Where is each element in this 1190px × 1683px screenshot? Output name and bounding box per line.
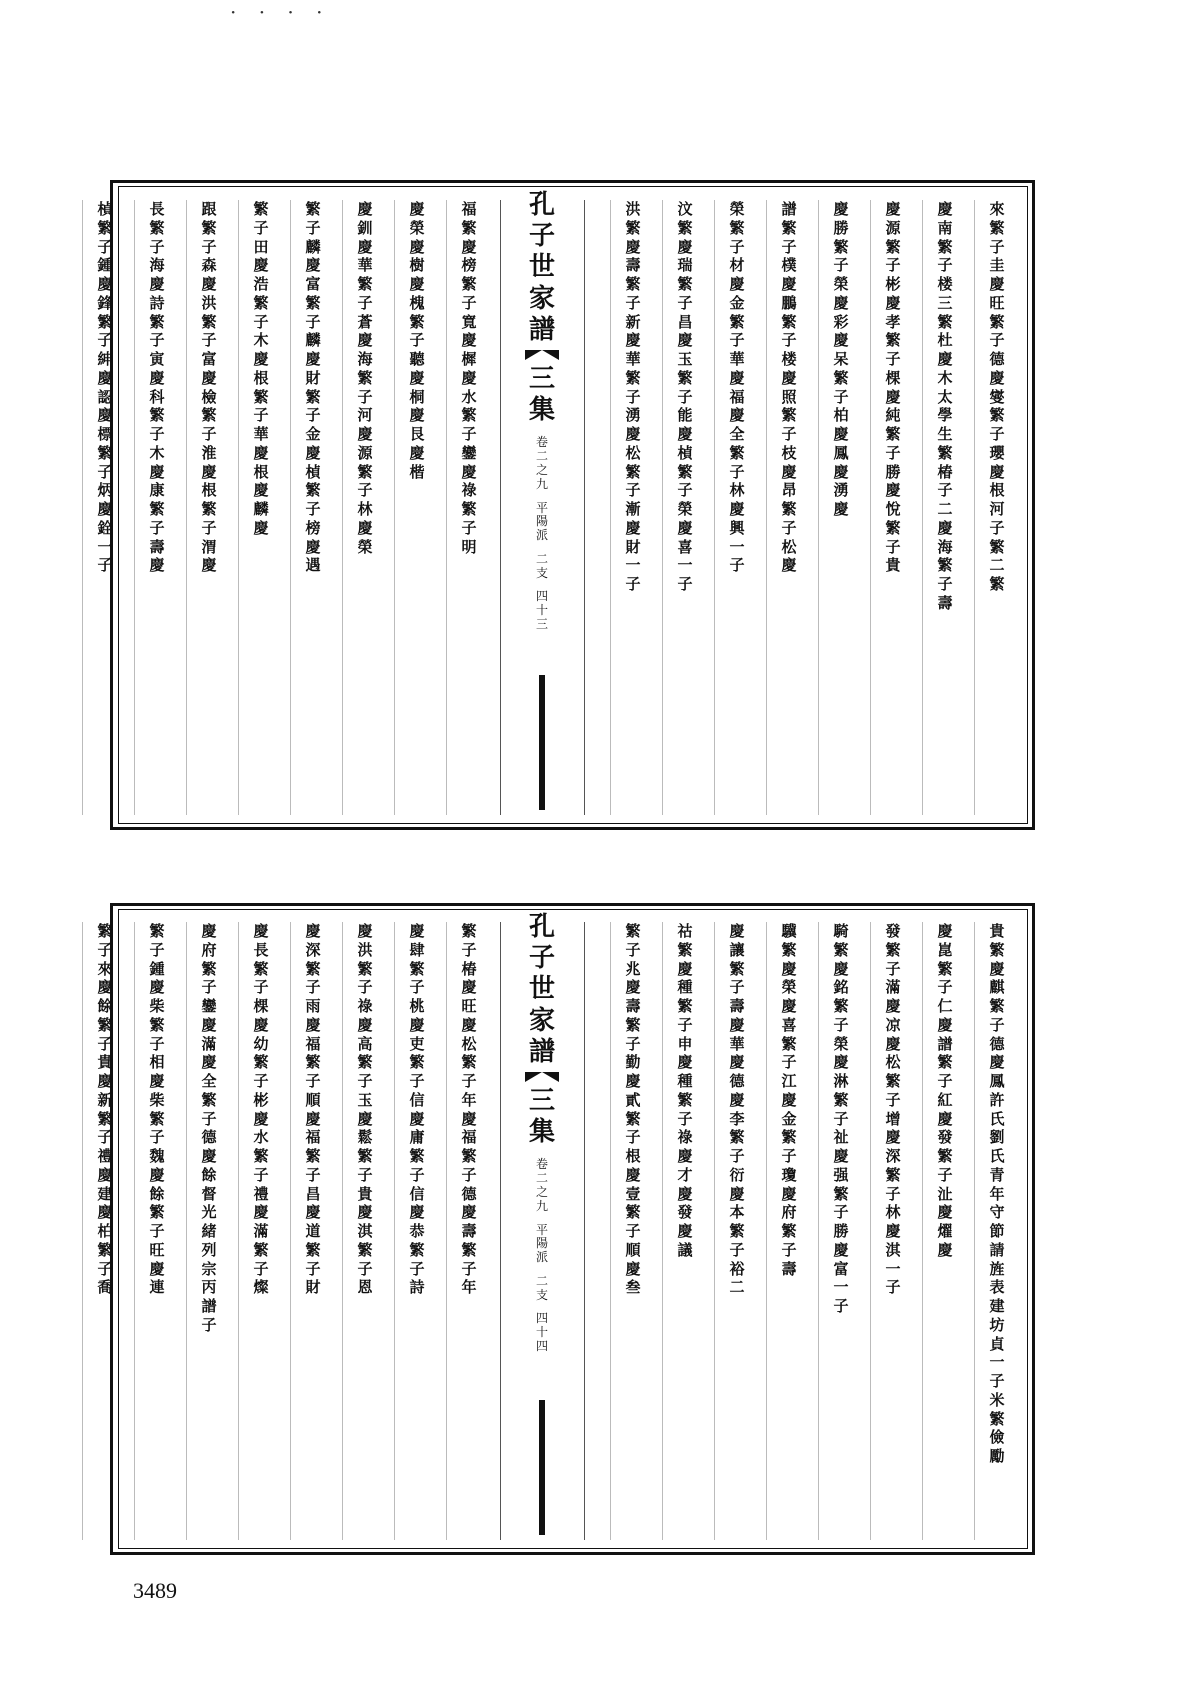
top-right-column: 慶 南 繁 子 楼 三 繁 杜 慶 木 太 學 生 繁 椿 子 二 慶 海 繁 子 壽 <box>937 200 959 612</box>
bottom-left-column: 繁 子 來 慶 餘 繁 子 貴 慶 新 繁 子 禮 慶 建 慶 柏 繁 子 喬 <box>97 922 119 1297</box>
top-right-column: 榮 繁 子 材 慶 金 繁 子 華 慶 福 慶 全 繁 子 林 慶 興 一 子 <box>729 200 751 575</box>
bottom-column-rule <box>238 922 239 1540</box>
top-right-column: 慶 勝 繁 子 榮 慶 彩 慶 呆 繁 子 柏 慶 鳳 慶 湧 慶 <box>833 200 855 518</box>
bottom-left-column: 繁 子 椿 慶 旺 慶 松 繁 子 年 慶 福 繁 子 德 慶 壽 繁 子 年 <box>461 922 483 1297</box>
top-left-column: 跟 繁 子 森 慶 洪 繁 子 富 慶 檢 繁 子 淮 慶 根 繁 子 渭 慶 <box>201 200 223 575</box>
bottom-right-column: 祜 繁 慶 種 繁 子 申 慶 種 繁 子 祿 慶 才 慶 發 慶 議 <box>677 922 699 1259</box>
bottom-column-rule <box>446 922 447 1540</box>
scan-header-fragment: · · · · <box>230 0 331 24</box>
bottom-column-rule <box>134 922 135 1540</box>
top-right-column: 慶 源 繁 子 彬 慶 孝 繁 子 棵 慶 純 繁 子 勝 慶 悅 繁 子 貴 <box>885 200 907 575</box>
top-left-column: 福 繁 慶 榜 繁 子 寬 慶 樨 慶 水 繁 子 鑾 慶 祿 繁 子 明 <box>461 200 483 556</box>
top-left-column: 慶 釧 慶 華 繁 子 蒼 慶 海 繁 子 河 慶 源 繁 子 林 慶 榮 <box>357 200 379 556</box>
top-left-column: 楨 繁 子 鍾 慶 鋒 繁 子 紳 慶 認 慶 標 繁 子 炳 慶 銓 一 子 <box>97 200 119 575</box>
top-column-rule <box>290 200 291 815</box>
bottom-column-rule <box>922 922 923 1540</box>
bottom-column-rule <box>610 922 611 1540</box>
top-right-column: 汶 繁 慶 瑞 繁 子 昌 慶 玉 繁 子 能 慶 楨 繁 子 榮 慶 喜 一 子 <box>677 200 699 593</box>
top-column-rule <box>610 200 611 815</box>
top-column-rule <box>870 200 871 815</box>
top-column-rule <box>922 200 923 815</box>
top-column-rule <box>714 200 715 815</box>
bottom-right-column: 慶 讓 繁 子 壽 慶 華 慶 德 慶 李 繁 子 衍 慶 本 繁 子 裕 二 <box>729 922 751 1297</box>
bottom-column-rule <box>974 922 975 1540</box>
bottom-column-rule <box>818 922 819 1540</box>
bottom-right-column: 騎 繁 慶 銘 繁 子 榮 慶 淋 繁 子 祉 慶 强 繁 子 勝 慶 富 一 子 <box>833 922 855 1315</box>
top-left-column: 繁 子 田 慶 浩 繁 子 木 慶 根 繁 子 華 慶 根 慶 麟 慶 <box>253 200 275 537</box>
bottom-column-rule <box>82 922 83 1540</box>
bottom-center-leaf: 四 十 四 <box>535 1311 548 1354</box>
top-right-column: 譜 繁 子 樸 慶 鵬 繁 子 楼 慶 照 繁 子 枝 慶 昂 繁 子 松 慶 <box>781 200 803 575</box>
bottom-column-rule <box>342 922 343 1540</box>
bottom-left-column: 慶 府 繁 子 鑾 慶 滿 慶 全 繁 子 德 慶 餘 督 光 緒 列 宗 丙 譜 子 <box>201 922 223 1334</box>
top-center-divider <box>500 200 501 815</box>
bottom-center-divider <box>584 922 585 1540</box>
top-column-rule <box>238 200 239 815</box>
bottom-column-rule <box>394 922 395 1540</box>
bottom-left-column: 慶 肆 繁 子 桃 慶 吏 繁 子 信 慶 庸 繁 子 信 慶 恭 繁 子 詩 <box>409 922 431 1297</box>
top-column-rule <box>662 200 663 815</box>
bottom-center-strip <box>524 912 560 1354</box>
top-center-leaf: 四 十 三 <box>535 589 548 632</box>
bottom-center-volume: 卷 二 之 九 <box>535 1157 548 1213</box>
top-column-rule <box>818 200 819 815</box>
bottom-left-column: 慶 洪 繁 子 祿 慶 高 繁 子 玉 慶 鬆 繁 子 貴 慶 淇 繁 子 恩 <box>357 922 379 1297</box>
top-center-divider <box>584 200 585 815</box>
bottom-book-title: 孔 子 世 家 譜 <box>528 912 555 1067</box>
bottom-column-rule <box>766 922 767 1540</box>
bottom-center-branch-sub: 二 支 <box>535 1273 548 1302</box>
bottom-fishtail-mark <box>525 1072 559 1082</box>
top-center-strip <box>524 190 560 632</box>
bottom-center-branch: 平 陽 派 <box>535 1222 548 1265</box>
bottom-column-rule <box>290 922 291 1540</box>
top-fishtail-mark <box>525 350 559 360</box>
top-center-branch: 平 陽 派 <box>535 500 548 543</box>
bottom-right-column: 發 繁 子 滿 慶 凉 慶 松 繁 子 增 慶 深 繁 子 林 慶 淇 一 子 <box>885 922 907 1297</box>
bottom-left-column: 慶 長 繁 子 棵 慶 幼 繁 子 彬 慶 水 繁 子 禮 慶 滿 繁 子 燦 <box>253 922 275 1297</box>
top-column-rule <box>186 200 187 815</box>
top-right-column: 洪 繁 慶 壽 繁 子 新 慶 華 繁 子 湧 慶 松 繁 子 漸 慶 財 一 子 <box>625 200 647 593</box>
bottom-right-column: 慶 崑 繁 子 仁 慶 譜 繁 子 紅 慶 發 繁 子 沚 慶 燿 慶 <box>937 922 959 1259</box>
bottom-column-rule <box>714 922 715 1540</box>
bottom-right-column: 貴 繁 慶 麒 繁 子 德 慶 鳳 許 氏 劉 氏 青 年 守 節 請 旌 表 建 坊 貞 一 子 米 繁 儉 勵 <box>989 922 1011 1465</box>
top-left-column: 慶 榮 慶 樹 慶 槐 繁 子 聽 慶 桐 慶 艮 慶 楷 <box>409 200 431 481</box>
page-number: 3489 <box>133 1578 177 1603</box>
top-column-rule <box>766 200 767 815</box>
top-center-bar <box>539 675 545 810</box>
bottom-right-column: 驥 繁 慶 榮 慶 喜 繁 子 江 慶 金 繁 子 瓊 慶 府 繁 子 壽 <box>781 922 803 1278</box>
bottom-right-column: 繁 子 兆 慶 壽 繁 子 勤 慶 貳 繁 子 根 慶 壹 繁 子 順 慶 叁 <box>625 922 647 1297</box>
bottom-collection-label: 三 集 <box>528 1085 555 1148</box>
top-left-column: 長 繁 子 海 慶 詩 繁 子 寅 慶 科 繁 子 木 慶 康 繁 子 壽 慶 <box>149 200 171 575</box>
top-column-rule <box>446 200 447 815</box>
bottom-center-divider <box>500 922 501 1540</box>
top-book-title: 孔 子 世 家 譜 <box>528 190 555 345</box>
bottom-left-column: 繁 子 鍾 慶 柴 繁 子 相 慶 柴 繁 子 魏 慶 餘 繁 子 旺 慶 連 <box>149 922 171 1297</box>
top-center-volume: 卷 二 之 九 <box>535 435 548 491</box>
top-column-rule <box>82 200 83 815</box>
top-center-branch-sub: 二 支 <box>535 551 548 580</box>
top-column-rule <box>342 200 343 815</box>
top-right-column: 來 繁 子 圭 慶 旺 繁 子 德 慶 燮 繁 子 瓔 慶 根 河 子 繁 二 繁 <box>989 200 1011 593</box>
top-collection-label: 三 集 <box>528 363 555 426</box>
top-left-column: 繁 子 麟 慶 富 繁 子 麟 慶 財 繁 子 金 慶 楨 繁 子 榜 慶 遇 <box>305 200 327 575</box>
top-column-rule <box>134 200 135 815</box>
top-column-rule <box>974 200 975 815</box>
bottom-center-bar <box>539 1400 545 1535</box>
bottom-column-rule <box>870 922 871 1540</box>
bottom-left-column: 慶 深 繁 子 雨 慶 福 繁 子 順 慶 福 繁 子 昌 慶 道 繁 子 財 <box>305 922 327 1297</box>
bottom-column-rule <box>186 922 187 1540</box>
bottom-column-rule <box>662 922 663 1540</box>
top-column-rule <box>394 200 395 815</box>
